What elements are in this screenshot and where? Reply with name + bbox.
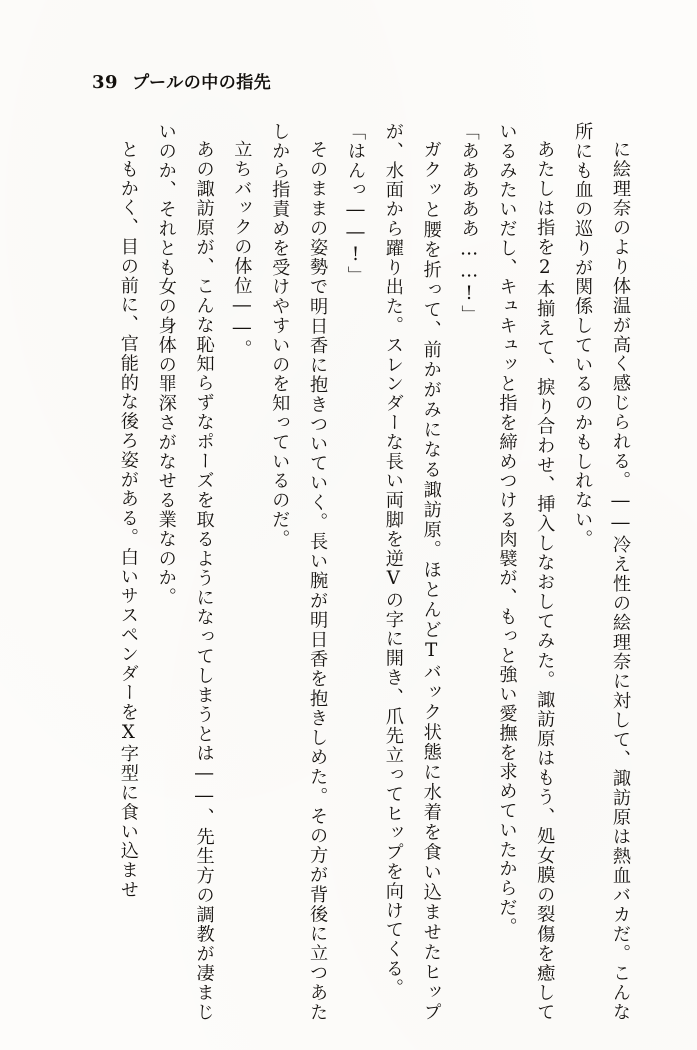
page-header bbox=[92, 68, 271, 93]
paragraph: あの諏訪原が、こんな恥知らずなポーズを取るようになってしまうとは――、先生方の調教が凄まじいのか、それとも女の身体の罪深さがなせる業なのか。 bbox=[155, 122, 215, 1022]
paragraph: に絵理奈のより体温が高く感じられる。――冷え性の絵理奈に対して、諏訪原は熱血バカだ。こんな所にも血の巡りが関係しているのかもしれない。 bbox=[572, 122, 631, 1022]
body-text bbox=[60, 122, 639, 1022]
paragraph: 立ちバックの体位――。 bbox=[231, 140, 253, 360]
paragraph: 「あああああ……!」 bbox=[458, 122, 480, 325]
paragraph: そのままの姿勢で明日香に抱きついていく。長い腕が明日香を抱きしめた。その方が背後に立つあたしから指責めを受けやすいのを知っているのだ。 bbox=[269, 122, 329, 1022]
paragraph: ガクッと腰を折って、前かがみになる諏訪原。ほとんどTバック状態に水着を食い込ませたヒップが、水面から躍り出た。スレンダーな長い両脚を逆Vの字に開き、爪先立ってヒップを向けてくる。 bbox=[382, 122, 442, 1022]
paragraph: ともかく、目の前に、官能的な後ろ姿がある。白いサスペンダーをX字型に食い込ませ bbox=[117, 140, 139, 900]
running-title: プールの中の指先 bbox=[132, 73, 272, 93]
paragraph: あたしは指を2本揃えて、捩り合わせ、挿入しなおしてみた。諏訪原はもう、処女膜の裂傷を癒しているみたいだし、キュキュッと指を締めつける肉襞が、もっと強い愛撫を求めていたからだ。 bbox=[496, 122, 556, 1022]
page-number: 39 bbox=[92, 72, 119, 93]
paragraph: 「はんっ――!」 bbox=[344, 122, 366, 286]
